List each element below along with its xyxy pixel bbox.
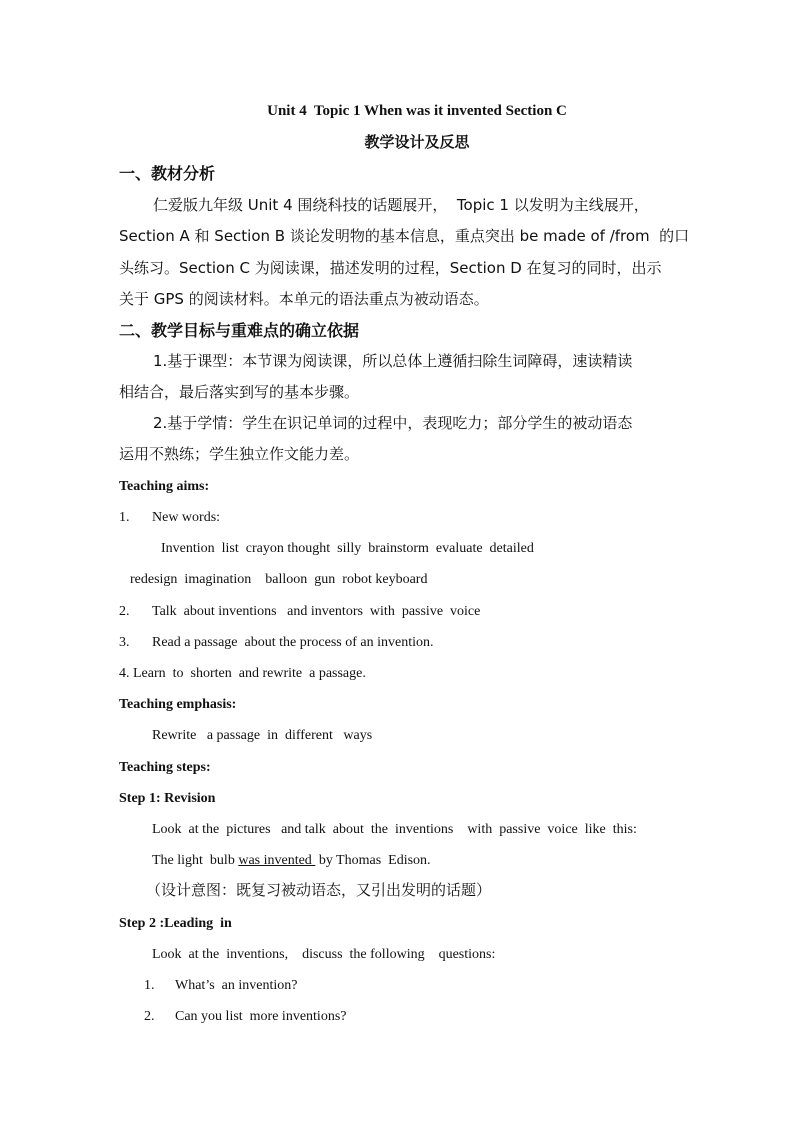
s2-point-2-line-2: 运用不熟练；学生独立作文能力差。 xyxy=(119,445,360,463)
s2-point-2-line-1: 2.基于学情：学生在识记单词的过程中，表现吃力；部分学生的被动语态 xyxy=(153,414,633,432)
s1-paragraph-line-3: 头练习。Section C 为阅读课，描述发明的过程，Section D 在复习的同时，出示 xyxy=(119,259,662,277)
question-2-number: 2. xyxy=(144,1009,155,1024)
aim-3-number: 3. xyxy=(119,635,130,650)
aim-4-text: 4. Learn to shorten and rewrite a passage. xyxy=(119,666,366,681)
step-2-instruction: Look at the inventions, discuss the following questions: xyxy=(152,947,496,962)
s2-point-1-line-1: 1.基于课型：本节课为阅读课，所以总体上遵循扫除生词障碍，速读精读 xyxy=(153,352,633,370)
doc-title: Unit 4 Topic 1 When was it invented Section C xyxy=(267,103,567,119)
teaching-emphasis-heading: Teaching emphasis: xyxy=(119,697,237,712)
step-1-heading: Step 1: Revision xyxy=(119,791,216,806)
s1-paragraph-line-1: 仁爱版九年级 Unit 4 围绕科技的话题展开， Topic 1 以发明为主线展开， xyxy=(153,196,649,214)
underlined-phrase: was invented xyxy=(238,853,316,868)
aim-2-number: 2. xyxy=(119,604,130,619)
aim-2-text: Talk about inventions and inventors with passive voice xyxy=(152,604,481,619)
step-2-heading: Step 2 :Leading in xyxy=(119,916,232,931)
section-1-heading: 一、教材分析 xyxy=(119,164,216,183)
example-text-before: The light bulb xyxy=(152,853,239,868)
step-1-design-note: （设计意图：既复习被动语态，又引出发明的话题） xyxy=(146,881,492,899)
section-2-heading: 二、教学目标与重难点的确立依据 xyxy=(119,321,360,340)
teaching-aims-heading: Teaching aims: xyxy=(119,479,210,494)
new-words-line-1: Invention list crayon thought silly brainstorm evaluate detailed xyxy=(161,541,534,556)
s2-point-1-line-2: 相结合，最后落实到写的基本步骤。 xyxy=(119,383,360,401)
aim-3-text: Read a passage about the process of an invention. xyxy=(152,635,434,650)
aim-1-text: New words: xyxy=(152,510,221,525)
question-1-number: 1. xyxy=(144,978,155,993)
step-1-example xyxy=(152,854,431,868)
question-2-text: Can you list more inventions? xyxy=(175,1009,347,1024)
doc-subtitle: 教学设计及反思 xyxy=(364,133,470,151)
s1-paragraph-line-4: 关于 GPS 的阅读材料。本单元的语法重点为被动语态。 xyxy=(119,290,489,308)
question-1-text: What’s an invention? xyxy=(175,978,298,993)
aim-1-number: 1. xyxy=(119,510,130,525)
teaching-emphasis-text: Rewrite a passage in different ways xyxy=(152,728,373,743)
example-text-after: by Thomas Edison. xyxy=(315,853,431,868)
s1-paragraph-line-2: Section A 和 Section B 谈论发明物的基本信息，重点突出 be made of /from 的口 xyxy=(119,227,690,245)
teaching-steps-heading: Teaching steps: xyxy=(119,760,211,775)
step-1-instruction: Look at the pictures and talk about the inventions with passive voice like this: xyxy=(152,822,637,837)
new-words-line-2: redesign imagination balloon gun robot keyboard xyxy=(130,572,428,587)
